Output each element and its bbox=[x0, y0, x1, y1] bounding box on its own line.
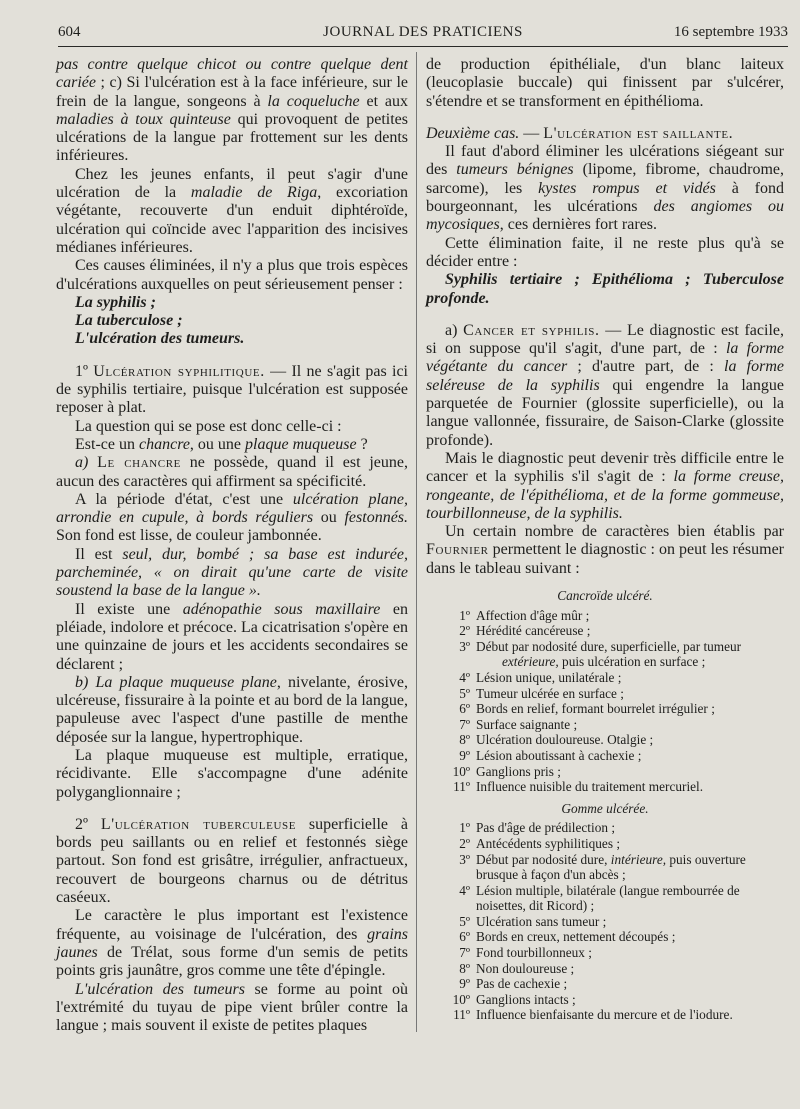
item-number: 1º bbox=[459, 820, 470, 836]
item-number: 9º bbox=[459, 747, 470, 763]
paragraph: Un certain nombre de caractères bien établis par Fournier permettent le diagnostic : on peut les résumer dans le tableau suivant : bbox=[426, 523, 784, 577]
item-number: 8º bbox=[459, 960, 470, 976]
table-title-cancroide: Cancroïde ulcéré. bbox=[557, 588, 653, 604]
paragraph: a) Le chancre ne possède, quand il est jeune, aucun des caractères qui affirment sa spécificité. bbox=[56, 454, 408, 490]
list-item bbox=[426, 961, 784, 977]
item-text: Antécédents syphilitiques ; bbox=[476, 835, 621, 851]
ulceration-types-list bbox=[75, 294, 408, 349]
item-text: Influence nuisible du traitement mercuriel. bbox=[476, 779, 704, 795]
paragraph: Chez les jeunes enfants, il peut s'agir d'une ulcération de la maladie de Riga, excoriation végétante, recouverte d'un enduit diphtéroïde, ulcération qui coïncide avec l'apparition des incisives médianes inférieures. bbox=[56, 165, 409, 256]
list-item bbox=[426, 686, 784, 702]
paragraph: Est-ce un chancre, ou une plaque muqueuse ? bbox=[75, 435, 368, 453]
paragraph: La plaque muqueuse est multiple, erratique, récidivante. Elle s'accompagne d'une adénite polyganglionnaire ; bbox=[56, 746, 408, 801]
item-number: 2º bbox=[459, 835, 470, 851]
item-text: Bords en creux, nettement découpés ; bbox=[476, 929, 676, 945]
item-number: 7º bbox=[459, 945, 470, 961]
item-text: Tumeur ulcérée en surface ; bbox=[476, 685, 624, 701]
cancroide-list bbox=[426, 608, 784, 795]
item-number: 10º bbox=[452, 763, 470, 779]
item-number: 4º bbox=[459, 882, 470, 898]
list-item bbox=[426, 779, 784, 795]
item-number: 1º bbox=[459, 607, 470, 623]
item-number: 6º bbox=[459, 701, 470, 717]
item-text: Affection d'âge mûr ; bbox=[476, 607, 590, 623]
left-column bbox=[56, 56, 408, 1035]
item-number: 5º bbox=[459, 685, 470, 701]
item-text: Pas d'âge de prédilection ; bbox=[476, 820, 616, 836]
paragraph: b) La plaque muqueuse plane, nivelante, érosive, ulcéreuse, fissuraire à la pointe et au bord de la langue, papuleuse avec l'aspect d'une pastille de menthe déposée sur la langue, hypertrophique. bbox=[56, 673, 408, 746]
item-number: 4º bbox=[459, 669, 470, 685]
item-number: 11º bbox=[453, 779, 470, 795]
item-number: 8º bbox=[459, 732, 470, 748]
journal-title: JOURNAL DES PRATICIENS bbox=[323, 24, 523, 40]
item-text: Ulcération sans tumeur ; bbox=[476, 913, 607, 929]
list-item bbox=[426, 914, 784, 930]
list-item: La syphilis ; bbox=[75, 293, 156, 311]
list-item bbox=[426, 748, 784, 764]
paragraph: Syphilis tertiaire ; Epithélioma ; Tuberculose profonde. bbox=[426, 271, 784, 307]
list-item bbox=[426, 883, 784, 914]
list-item bbox=[426, 992, 784, 1008]
item-number: 7º bbox=[459, 716, 470, 732]
table-title-gomme: Gomme ulcérée. bbox=[561, 800, 649, 816]
list-item bbox=[426, 608, 784, 624]
section-heading-tuberculous: 2º L'ulcération tuberculeuse superficielle à bords peu saillants ou en relief et festonnés siège partout. Son fond est grisâtre, irrégulier, anfractueux, recouvert de bourgeons charnus ou de détritus caséeux. bbox=[56, 815, 408, 907]
section-heading-cancer-syphilis: a) Cancer et syphilis. — Le diagnostic est facile, si on suppose qu'il s'agit, d'une part, de : la forme végétante du cancer ; d'autre part, de : la forme seléreuse de la syphilis qui engendre la langue parquetée de Fournier (glossite superficielle), ou la langue vallonnée, fissuraire, de Saison-Clarke (glossite profonde). bbox=[426, 321, 785, 449]
list-item bbox=[426, 623, 784, 639]
paragraph: Il faut d'abord éliminer les ulcérations siégeant sur des tumeurs bénignes (lipome, fibrome, chaudrome, sarcome), les kystes rompus et vidés à fond bourgeonnant, les ulcérations des angiomes ou mycosiques, ces dernières fort rares. bbox=[426, 143, 785, 234]
list-item bbox=[426, 764, 784, 780]
item-text: Lésion unique, unilatérale ; bbox=[476, 669, 622, 685]
issue-date: 16 septembre 1933 bbox=[673, 24, 788, 40]
item-number: 3º bbox=[459, 638, 470, 654]
paragraph: Le caractère le plus important est l'existence fréquente, au voisinage de l'ulcération, des grains jaunes de Trélat, sous forme d'un semis de petits points gris jaunâtre, gros comme une tête d'épingle. bbox=[56, 907, 408, 980]
paragraph: Il est seul, dur, bombé ; sa base est indurée, parcheminée, « on dirait qu'une carte de visite soustend la base de la langue ». bbox=[56, 545, 409, 600]
list-item bbox=[426, 717, 784, 733]
paragraph: Ces causes éliminées, il n'y a plus que trois espèces d'ulcérations auxquelles on peut sérieusement penser : bbox=[56, 257, 408, 293]
list-item bbox=[426, 701, 784, 717]
list-item bbox=[426, 639, 784, 670]
paragraph: A la période d'état, c'est une ulcération plane, arrondie en cupule, à bords réguliers ou festonnés. Son fond est lisse, de couleur jambonnée. bbox=[56, 490, 409, 545]
paragraph: L'ulcération des tumeurs se forme au point où l'extrémité du tuyau de pipe vient brûler contre la langue ; mais souvent il existe de petites plaques bbox=[56, 980, 408, 1035]
item-text: Influence bienfaisante du mercure et de l'iodure. bbox=[476, 1007, 733, 1023]
paragraph: Il existe une adénopathie sous maxillaire en pléiade, indolore et précoce. La cicatrisation s'opère en une quinzaine de jours et les accidents secondaires se déclarent ; bbox=[56, 600, 409, 673]
item-text: Surface saignante ; bbox=[476, 716, 578, 732]
item-text: Lésion multiple, bilatérale (langue rembourrée de noisettes, dit Ricord) ; bbox=[476, 882, 740, 914]
list-item bbox=[426, 852, 784, 883]
item-number: 5º bbox=[459, 913, 470, 929]
item-text: Ganglions intacts ; bbox=[476, 991, 576, 1007]
list-item bbox=[426, 929, 784, 945]
gomme-list bbox=[426, 820, 784, 1023]
item-text: Fond tourbillonneux ; bbox=[476, 945, 592, 961]
list-item bbox=[426, 945, 784, 961]
item-text: Pas de cachexie ; bbox=[476, 976, 568, 992]
paragraph: pas contre quelque chicot ou contre quelque dent cariée ; c) Si l'ulcération est à la face inférieure, sur le frein de la langue, songeons à la coqueluche et aux maladies à toux quinteuse qui provoquent de petites ulcérations de la langue par frottement sur les dents inférieures. bbox=[56, 56, 409, 165]
item-number: 6º bbox=[459, 929, 470, 945]
list-item bbox=[426, 820, 784, 836]
item-text: Non douloureuse ; bbox=[476, 960, 575, 976]
item-text: Bords en relief, formant bourrelet irrégulier ; bbox=[476, 701, 715, 717]
item-text: Début par nodosité dure, intérieure, puis ouverture brusque à façon d'un abcès ; bbox=[476, 851, 746, 883]
paragraph: Mais le diagnostic peut devenir très difficile entre le cancer et la syphilis s'il s'agit de : la forme creuse, rongeante, de l'épithélioma, et de la forme gommeuse, tourbillonneuse, de la syphilis. bbox=[426, 449, 785, 522]
column-divider bbox=[416, 52, 417, 1032]
right-column bbox=[426, 56, 784, 1023]
item-number: 9º bbox=[459, 976, 470, 992]
paragraph: Cette élimination faite, il ne reste plus qu'à se décider entre : bbox=[426, 234, 784, 270]
list-item bbox=[426, 836, 784, 852]
list-item bbox=[426, 1007, 784, 1023]
page-number: 604 bbox=[58, 24, 81, 40]
section-heading-syphilitic: 1º Ulcération syphilitique. — Il ne s'agit pas ici de syphilis tertiaire, puisque l'ulcération est supposée reposer à plat. bbox=[56, 362, 408, 417]
item-number: 2º bbox=[459, 623, 470, 639]
item-text: Hérédité cancéreuse ; bbox=[476, 623, 591, 639]
list-item bbox=[426, 732, 784, 748]
page-header bbox=[58, 20, 788, 47]
list-item bbox=[426, 976, 784, 992]
item-text: Lésion aboutissant à cachexie ; bbox=[476, 747, 642, 763]
list-item: La tuberculose ; bbox=[75, 312, 183, 330]
item-number: 11º bbox=[453, 1007, 470, 1023]
paragraph: de production épithéliale, d'un blanc laiteux (leucoplasie buccale) qui finissent par s'ulcérer, s'étendre et se transforment en épithélioma. bbox=[426, 56, 784, 110]
item-text: Ganglions pris ; bbox=[476, 763, 561, 779]
section-heading-second-case: Deuxième cas. — L'ulcération est saillante. bbox=[426, 124, 734, 142]
item-text: Ulcération douloureuse. Otalgie ; bbox=[476, 732, 654, 748]
item-number: 3º bbox=[459, 851, 470, 867]
item-text: Début par nodosité dure, superficielle, par tumeur extérieure, puis ulcération en surface ; bbox=[476, 638, 742, 670]
paragraph: La question qui se pose est donc celle-ci : bbox=[75, 417, 342, 435]
list-item: L'ulcération des tumeurs. bbox=[75, 330, 245, 348]
item-number: 10º bbox=[452, 991, 470, 1007]
comparison-table bbox=[426, 588, 784, 1023]
list-item bbox=[426, 670, 784, 686]
